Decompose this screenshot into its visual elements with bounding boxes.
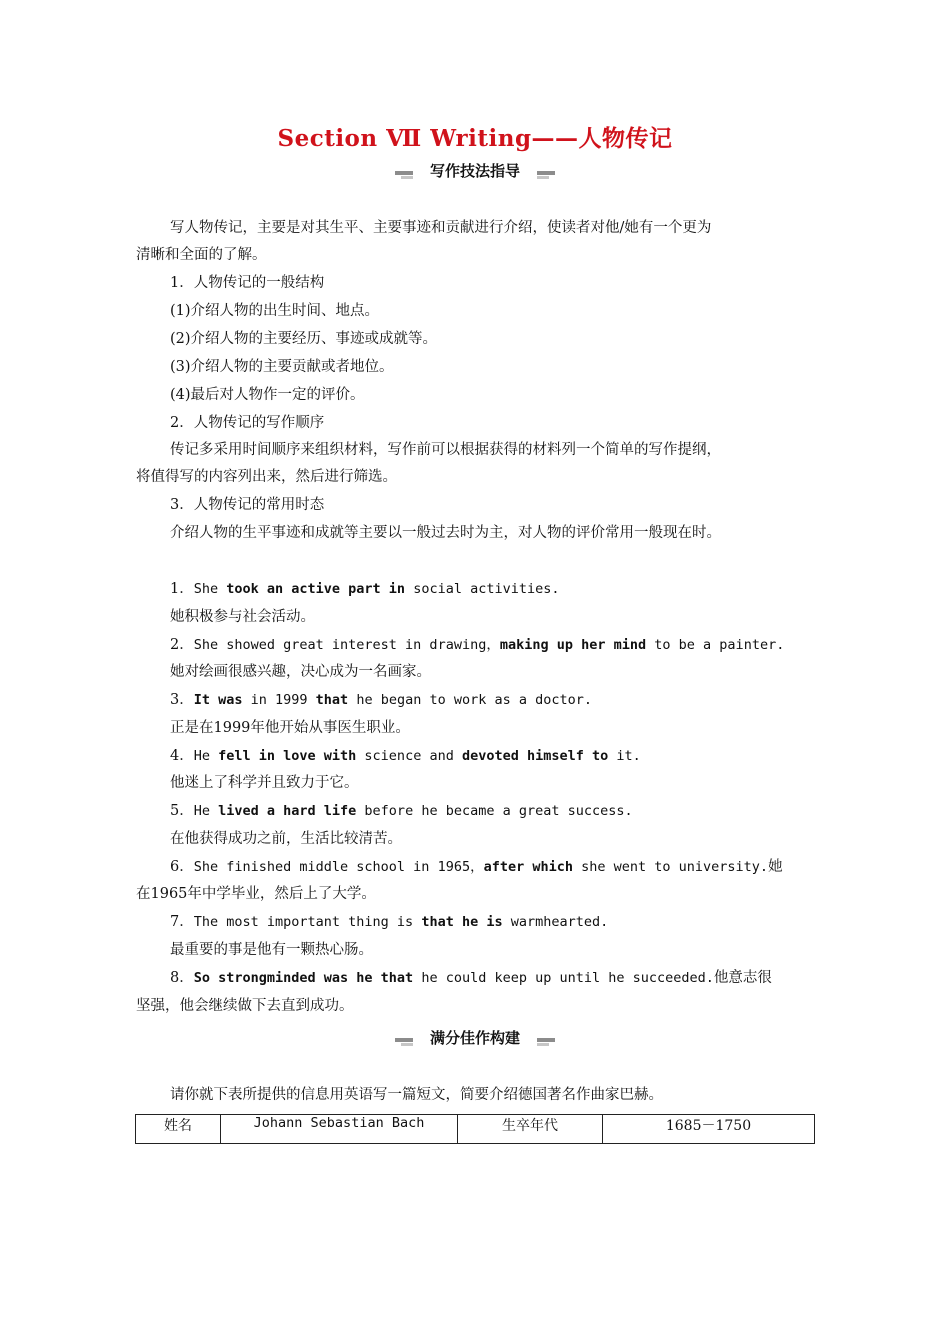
paragraph: 传记多采用时间顺序来组织材料，写作前可以根据获得的材料列一个简单的写作提纲，: [170, 442, 721, 458]
paragraph-cont: 将值得写的内容列出来，然后进行筛选。: [136, 469, 397, 485]
section-banner-writing-tips: [395, 160, 555, 184]
example-translation-7: 最重要的事是他有一颗热心肠。: [170, 942, 373, 958]
table-row: [136, 1115, 815, 1144]
banner-label: 满分佳作构建: [413, 1027, 537, 1049]
example-sentence-1: 1．She took an active part in social activities.: [170, 581, 560, 597]
example-sentence-3: 3．It was in 1999 that he began to work as a doctor.: [170, 692, 593, 708]
table-cell-years-label: 生卒年代: [458, 1115, 603, 1144]
example-translation-2: 她对绘画很感兴趣，决心成为一名画家。: [170, 664, 431, 680]
task-instruction: 请你就下表所提供的信息用英语写一篇短文，简要介绍德国著名作曲家巴赫。: [170, 1087, 663, 1103]
example-sentence-6: 6．She finished middle school in 1965，after which she went to university.她: [170, 859, 783, 875]
table-cell-name-value: Johann Sebastian Bach: [221, 1115, 458, 1144]
example-translation-4: 他迷上了科学并且致力于它。: [170, 775, 359, 791]
example-sentence-7: 7．The most important thing is that he is warmhearted.: [170, 914, 609, 930]
example-sentence-8: 8．So strongminded was he that he could keep up until he succeeded.他意志很: [170, 970, 772, 986]
list-item: (4)最后对人物作一定的评价。: [170, 387, 365, 403]
banner-label: 写作技法指导: [413, 160, 537, 182]
example-translation-3: 正是在1999年他开始从事医生职业。: [170, 720, 410, 736]
table-cell-name-label: 姓名: [136, 1115, 221, 1144]
section-heading: 3．人物传记的常用时态: [170, 497, 325, 513]
list-item: (3)介绍人物的主要贡献或者地位。: [170, 359, 394, 375]
section-heading: 1．人物传记的一般结构: [170, 275, 325, 291]
intro-paragraph-cont: 清晰和全面的了解。: [136, 247, 267, 263]
example-sentence-4: 4．He fell in love with science and devoted himself to it.: [170, 748, 641, 764]
example-translation-5: 在他获得成功之前，生活比较清苦。: [170, 831, 402, 847]
list-item: (1)介绍人物的出生时间、地点。: [170, 303, 380, 319]
paragraph: 介绍人物的生平事迹和成就等主要以一般过去时为主，对人物的评价常用一般现在时。: [170, 525, 721, 541]
section-banner-model-essay: [395, 1027, 555, 1051]
example-translation-8: 坚强，他会继续做下去直到成功。: [136, 998, 354, 1014]
example-sentence-2: 2．She showed great interest in drawing，making up her mind to be a painter.: [170, 637, 785, 653]
example-translation-1: 她积极参与社会活动。: [170, 609, 315, 625]
info-table: [135, 1114, 815, 1144]
page-title: Section Ⅶ Writing——人物传记: [277, 125, 673, 152]
example-sentence-5: 5．He lived a hard life before he became a great success.: [170, 803, 633, 819]
list-item: (2)介绍人物的主要经历、事迹或成就等。: [170, 331, 438, 347]
section-heading: 2．人物传记的写作顺序: [170, 415, 325, 431]
table-cell-years-value: 1685－1750: [603, 1115, 815, 1144]
example-translation-6: 在1965年中学毕业，然后上了大学。: [136, 886, 376, 902]
intro-paragraph: 写人物传记，主要是对其生平、主要事迹和贡献进行介绍，使读者对他/她有一个更为: [170, 220, 712, 236]
